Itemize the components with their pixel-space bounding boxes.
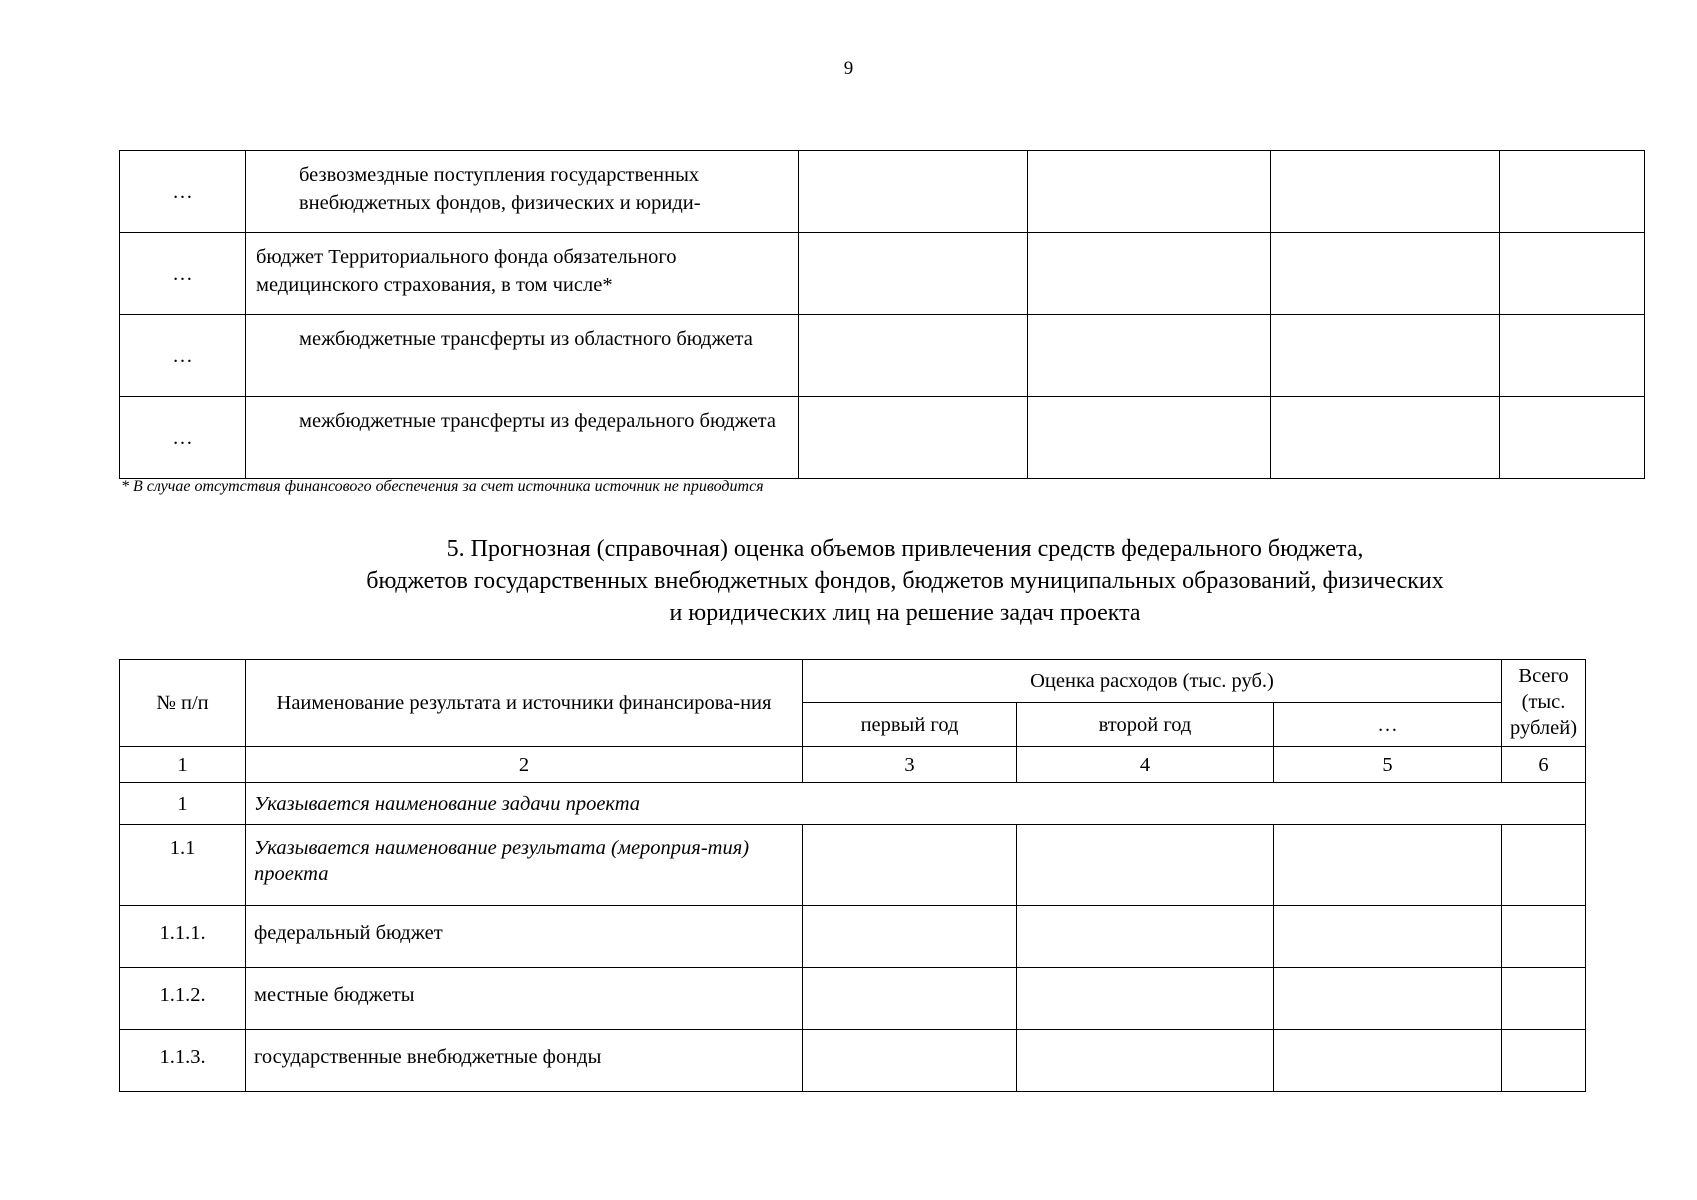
column-number-row <box>120 747 1586 783</box>
empty-cell <box>1502 825 1586 906</box>
empty-cell <box>1274 825 1502 906</box>
column-number: 5 <box>1274 747 1502 783</box>
empty-cell <box>1502 968 1586 1030</box>
empty-cell <box>803 968 1017 1030</box>
row-number: … <box>120 315 246 397</box>
header-year2: второй год <box>1017 703 1274 747</box>
section-title <box>200 533 1610 629</box>
column-number: 3 <box>803 747 1017 783</box>
empty-cell <box>1017 1030 1274 1092</box>
empty-cell <box>1271 397 1500 479</box>
page-number: 9 <box>843 58 854 79</box>
footnote: * В случае отсутствия финансового обеспечения за счет источника источник не приводится <box>121 478 764 495</box>
empty-cell <box>1017 906 1274 968</box>
source-row <box>120 906 1586 968</box>
source-name: государственные внебюджетные фонды <box>246 1030 803 1092</box>
empty-cell <box>1028 315 1271 397</box>
empty-cell <box>1500 151 1645 233</box>
row-number: … <box>120 151 246 233</box>
table-row <box>120 233 1645 315</box>
row-number: … <box>120 233 246 315</box>
empty-cell <box>1028 397 1271 479</box>
empty-cell <box>1028 233 1271 315</box>
row-number: 1.1.3. <box>120 1030 246 1092</box>
source-row <box>120 968 1586 1030</box>
header-year1: первый год <box>803 703 1017 747</box>
header-total: Всего (тыс. рублей) <box>1502 660 1586 747</box>
result-name: Указывается наименование результата (мероприя-тия) проекта <box>246 825 803 906</box>
header-more: … <box>1274 703 1502 747</box>
column-number: 1 <box>120 747 246 783</box>
empty-cell <box>1274 1030 1502 1092</box>
source-row <box>120 1030 1586 1092</box>
section-title-line: бюджетов государственных внебюджетных фондов, бюджетов муниципальных образований, физических <box>366 568 1444 594</box>
row-name: бюджет Территориального фонда обязательного медицинского страхования, в том числе* <box>246 233 799 315</box>
row-number: 1 <box>120 783 246 825</box>
table-row <box>120 151 1645 233</box>
row-name: межбюджетные трансферты из федерального бюджета <box>246 397 799 479</box>
empty-cell <box>1017 825 1274 906</box>
empty-cell <box>803 1030 1017 1092</box>
source-name: местные бюджеты <box>246 968 803 1030</box>
empty-cell <box>1028 151 1271 233</box>
empty-cell <box>799 397 1028 479</box>
row-number: … <box>120 397 246 479</box>
task-row <box>120 783 1586 825</box>
empty-cell <box>1502 906 1586 968</box>
column-number: 4 <box>1017 747 1274 783</box>
empty-cell <box>1274 968 1502 1030</box>
table-row <box>120 397 1645 479</box>
empty-cell <box>1500 315 1645 397</box>
row-number: 1.1 <box>120 825 246 906</box>
task-name: Указывается наименование задачи проекта <box>246 783 1586 825</box>
empty-cell <box>1500 397 1645 479</box>
table-row <box>120 315 1645 397</box>
row-number: 1.1.1. <box>120 906 246 968</box>
header-expense-estimate: Оценка расходов (тыс. руб.) <box>803 660 1502 703</box>
row-name: безвозмездные поступления государственных внебюджетных фондов, физических и юриди- <box>246 151 799 233</box>
empty-cell <box>1502 1030 1586 1092</box>
empty-cell <box>799 315 1028 397</box>
section-title-line: и юридических лиц на решение задач проекта <box>669 600 1141 626</box>
row-name: межбюджетные трансферты из областного бюджета <box>246 315 799 397</box>
empty-cell <box>1271 233 1500 315</box>
source-name: федеральный бюджет <box>246 906 803 968</box>
empty-cell <box>1271 315 1500 397</box>
empty-cell <box>1274 906 1502 968</box>
funding-forecast-table <box>119 659 1586 1092</box>
header-number: № п/п <box>120 660 246 747</box>
section-title-line: 5. Прогнозная (справочная) оценка объемов привлечения средств федерального бюджета, <box>446 536 1364 562</box>
empty-cell <box>1500 233 1645 315</box>
empty-cell <box>799 151 1028 233</box>
empty-cell <box>803 906 1017 968</box>
column-number: 2 <box>246 747 803 783</box>
empty-cell <box>799 233 1028 315</box>
empty-cell <box>803 825 1017 906</box>
empty-cell <box>1017 968 1274 1030</box>
header-row <box>120 660 1586 703</box>
empty-cell <box>1271 151 1500 233</box>
column-number: 6 <box>1502 747 1586 783</box>
result-row <box>120 825 1586 906</box>
funding-table-continuation <box>119 150 1645 479</box>
header-name: Наименование результата и источники финансирова-ния <box>246 660 803 747</box>
row-number: 1.1.2. <box>120 968 246 1030</box>
